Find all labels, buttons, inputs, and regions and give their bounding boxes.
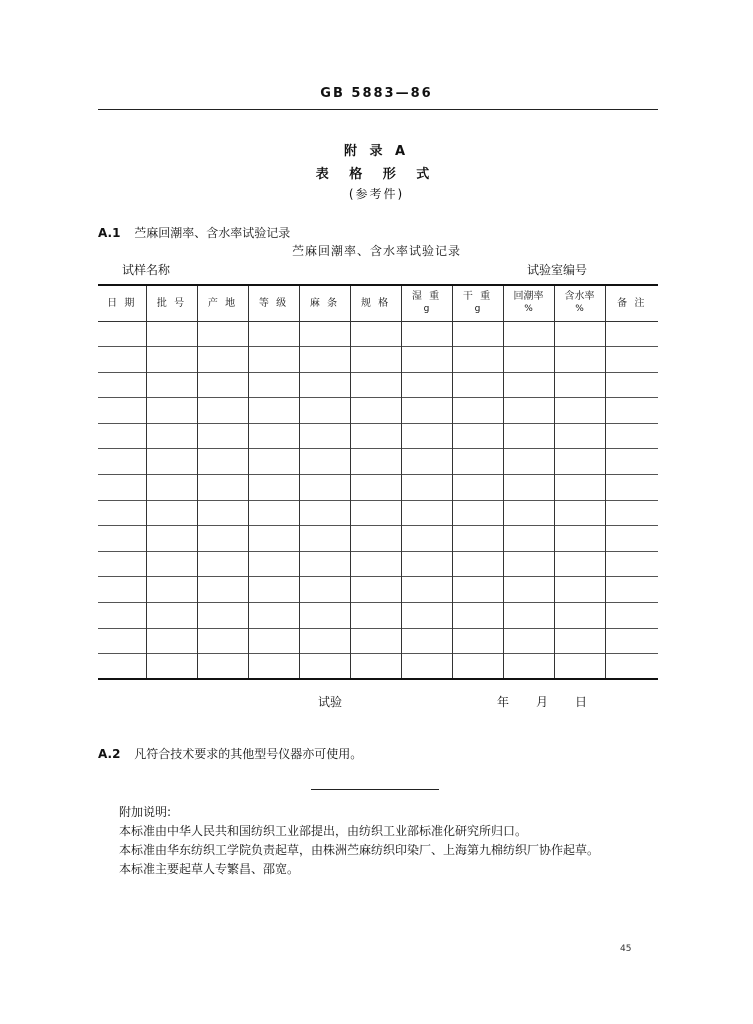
table-cell (503, 398, 554, 424)
table-cell (146, 603, 197, 629)
table-cell (401, 398, 452, 424)
table-row (98, 500, 658, 526)
unit-g: g (474, 304, 481, 315)
table-cell (98, 398, 146, 424)
table-cell (350, 551, 401, 577)
table-cell (452, 398, 503, 424)
table-cell (452, 475, 503, 501)
table-cell (299, 372, 350, 398)
table-cell (146, 526, 197, 552)
appendix-subtitle: 表 格 形 式 (315, 167, 438, 182)
table-cell (605, 398, 658, 424)
table-cell (503, 500, 554, 526)
table-cell (554, 526, 605, 552)
table-cell (146, 475, 197, 501)
table-row (98, 526, 658, 552)
table-cell (554, 654, 605, 680)
table-row (98, 449, 658, 475)
section-a1-number: A.1 (98, 226, 121, 240)
form-title: 苎麻回潮率、含水率试验记录 (291, 244, 461, 258)
lab-number-label: 试验室编号 (527, 263, 588, 277)
table-cell (248, 500, 299, 526)
table-cell (350, 526, 401, 552)
table-cell (299, 551, 350, 577)
table-cell (146, 628, 197, 654)
table-cell (248, 526, 299, 552)
table-cell (503, 551, 554, 577)
table-cell (299, 347, 350, 373)
additional-note-line: 本标准由华东纺织工学院负责起草，由株洲苎麻纺织印染厂、上海第九棉纺织厂协作起草。 (119, 843, 600, 857)
col-header-origin: 产 地 (197, 285, 248, 321)
table-cell (503, 372, 554, 398)
table-row (98, 654, 658, 680)
table-cell (605, 628, 658, 654)
table-cell (146, 321, 197, 347)
table-header-row (98, 285, 658, 321)
table-cell (98, 628, 146, 654)
table-cell (197, 398, 248, 424)
table-cell (146, 551, 197, 577)
table-cell (299, 500, 350, 526)
table-cell (503, 347, 554, 373)
table-row (98, 551, 658, 577)
table-cell (503, 423, 554, 449)
table-cell (248, 577, 299, 603)
table-cell (146, 347, 197, 373)
table-row (98, 423, 658, 449)
table-row (98, 372, 658, 398)
record-table (98, 284, 658, 680)
table-cell (401, 423, 452, 449)
table-cell (503, 526, 554, 552)
appendix-title: 附 录 A (343, 144, 410, 159)
table-cell (248, 654, 299, 680)
divider (311, 789, 439, 790)
table-cell (197, 628, 248, 654)
table-cell (350, 500, 401, 526)
page-number: 45 (620, 944, 632, 954)
table-cell (248, 321, 299, 347)
table-cell (503, 449, 554, 475)
table-cell (554, 603, 605, 629)
table-cell (98, 475, 146, 501)
table-cell (197, 449, 248, 475)
table-cell (197, 372, 248, 398)
table-cell (503, 475, 554, 501)
table-cell (197, 526, 248, 552)
table-cell (503, 577, 554, 603)
unit-percent: % (575, 304, 584, 315)
table-row (98, 321, 658, 347)
col-header-moisture-regain: 回潮率 % (503, 285, 554, 321)
table-cell (503, 654, 554, 680)
table-cell (98, 577, 146, 603)
table-cell (554, 321, 605, 347)
table-row (98, 628, 658, 654)
table-cell (452, 551, 503, 577)
table-cell (554, 347, 605, 373)
table-cell (452, 347, 503, 373)
table-cell (248, 628, 299, 654)
table-cell (554, 423, 605, 449)
table-cell (350, 347, 401, 373)
table-cell (299, 423, 350, 449)
table-cell (197, 321, 248, 347)
table-cell (98, 372, 146, 398)
table-cell (503, 321, 554, 347)
table-cell (350, 475, 401, 501)
table-cell (98, 347, 146, 373)
table-cell (299, 603, 350, 629)
table-cell (146, 423, 197, 449)
table-cell (299, 526, 350, 552)
table-cell (452, 526, 503, 552)
table-cell (605, 347, 658, 373)
table-cell (605, 500, 658, 526)
table-row (98, 475, 658, 501)
col-header-sliver: 麻 条 (299, 285, 350, 321)
table-cell (248, 603, 299, 629)
table-cell (605, 654, 658, 680)
table-cell (452, 654, 503, 680)
table-cell (197, 577, 248, 603)
table-row (98, 577, 658, 603)
table-cell (98, 526, 146, 552)
table-cell (98, 321, 146, 347)
table-cell (98, 551, 146, 577)
table-cell (146, 500, 197, 526)
table-cell (248, 449, 299, 475)
additional-note-line: 本标准由中华人民共和国纺织工业部提出，由纺织工业部标准化研究所归口。 (119, 824, 528, 838)
table-cell (98, 500, 146, 526)
table-cell (554, 500, 605, 526)
additional-note-line: 本标准主要起草人专繁昌、邵宽。 (119, 862, 300, 876)
table-cell (248, 372, 299, 398)
table-cell (350, 628, 401, 654)
table-cell (452, 577, 503, 603)
table-cell (146, 372, 197, 398)
table-cell (98, 449, 146, 475)
table-cell (350, 577, 401, 603)
additional-notes-label: 附加说明: (119, 805, 172, 819)
col-header-spec: 规 格 (350, 285, 401, 321)
col-header-wet-weight: 湿 重 g (401, 285, 452, 321)
section-a2-number: A.2 (98, 747, 121, 761)
table-cell (299, 475, 350, 501)
table-cell (248, 347, 299, 373)
table-cell (605, 526, 658, 552)
table-cell (401, 372, 452, 398)
table-cell (401, 321, 452, 347)
table-cell (197, 500, 248, 526)
table-cell (605, 321, 658, 347)
table-cell (605, 449, 658, 475)
appendix-note: (参考件) (348, 187, 405, 201)
col-header-grade: 等 级 (248, 285, 299, 321)
table-cell (554, 398, 605, 424)
table-cell (605, 372, 658, 398)
table-cell (248, 398, 299, 424)
table-cell (401, 526, 452, 552)
sample-name-label: 试样名称 (122, 263, 171, 277)
table-cell (605, 475, 658, 501)
section-a2 (98, 745, 362, 762)
table-cell (452, 372, 503, 398)
table-cell (401, 628, 452, 654)
table-cell (554, 551, 605, 577)
unit-percent: % (524, 304, 533, 315)
table-cell (146, 577, 197, 603)
table-cell (503, 603, 554, 629)
table-cell (299, 654, 350, 680)
table-cell (401, 347, 452, 373)
table-cell (299, 449, 350, 475)
tester-label: 试验 (318, 695, 343, 709)
col-header-dry-weight: 干 重 g (452, 285, 503, 321)
table-cell (605, 551, 658, 577)
table-cell (503, 628, 554, 654)
section-a1 (98, 224, 290, 241)
table-cell (401, 577, 452, 603)
table-cell (98, 603, 146, 629)
table-cell (248, 475, 299, 501)
section-a1-text: 苎麻回潮率、含水率试验记录 (134, 226, 291, 240)
table-cell (452, 628, 503, 654)
section-a2-text: 凡符合技术要求的其他型号仪器亦可使用。 (134, 747, 363, 761)
header-rule (98, 109, 658, 110)
table-cell (401, 449, 452, 475)
col-header-date: 日 期 (98, 285, 146, 321)
table-cell (197, 654, 248, 680)
table-cell (248, 551, 299, 577)
table-cell (605, 603, 658, 629)
table-row (98, 398, 658, 424)
table-cell (554, 372, 605, 398)
table-cell (401, 603, 452, 629)
table-cell (299, 398, 350, 424)
table-cell (197, 603, 248, 629)
table-cell (554, 577, 605, 603)
table-cell (350, 321, 401, 347)
table-cell (401, 475, 452, 501)
table-cell (299, 577, 350, 603)
table-cell (350, 449, 401, 475)
table-cell (146, 398, 197, 424)
table-cell (299, 321, 350, 347)
table-cell (554, 628, 605, 654)
table-cell (146, 654, 197, 680)
table-cell (452, 500, 503, 526)
col-header-remarks: 备 注 (605, 285, 658, 321)
table-cell (98, 423, 146, 449)
table-cell (350, 398, 401, 424)
table-row (98, 347, 658, 373)
table-cell (197, 423, 248, 449)
table-cell (401, 654, 452, 680)
unit-g: g (423, 304, 430, 315)
col-header-batch: 批 号 (146, 285, 197, 321)
table-row (98, 603, 658, 629)
table-cell (299, 628, 350, 654)
table-cell (554, 475, 605, 501)
table-cell (350, 654, 401, 680)
table-cell (605, 423, 658, 449)
table-cell (401, 551, 452, 577)
table-cell (350, 423, 401, 449)
table-cell (350, 372, 401, 398)
col-header-moisture-content: 含水率 % (554, 285, 605, 321)
date-day: 日 (575, 695, 588, 709)
table-cell (605, 577, 658, 603)
table-cell (146, 449, 197, 475)
table-cell (452, 423, 503, 449)
table-cell (197, 551, 248, 577)
table-cell (248, 423, 299, 449)
table-cell (98, 654, 146, 680)
date-month: 月 (536, 695, 549, 709)
table-cell (350, 603, 401, 629)
table-cell (197, 347, 248, 373)
date-year: 年 (497, 695, 510, 709)
table-cell (401, 500, 452, 526)
table-cell (554, 449, 605, 475)
table-cell (452, 321, 503, 347)
table-cell (197, 475, 248, 501)
standard-code: GB 5883—86 (320, 86, 433, 101)
table-cell (452, 603, 503, 629)
table-cell (452, 449, 503, 475)
